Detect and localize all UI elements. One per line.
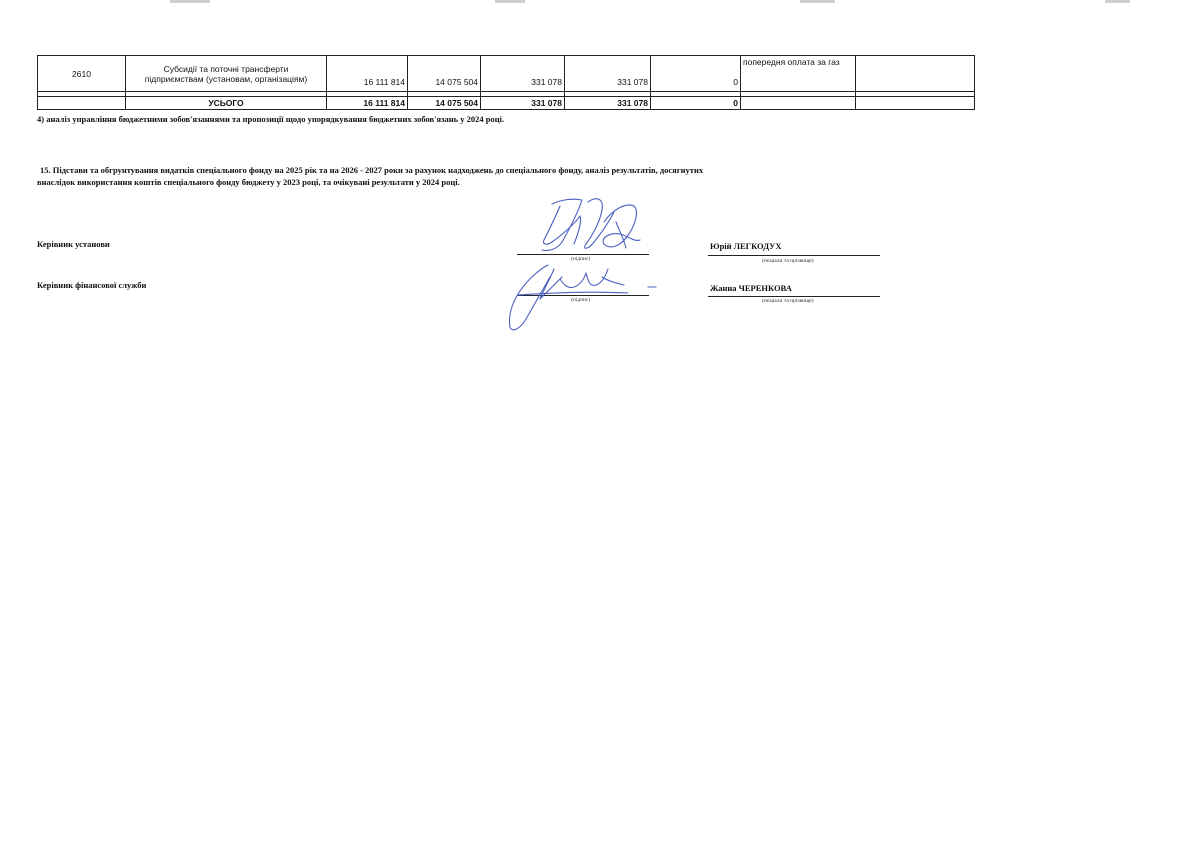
budget-table xyxy=(37,55,975,110)
scan-artifact xyxy=(495,0,525,3)
total-value-1: 16 111 814 xyxy=(327,97,408,110)
cell-empty xyxy=(856,56,975,92)
finance-name-caption: (ініціали та прізвище) xyxy=(762,298,814,304)
cell-value-2: 14 075 504 xyxy=(408,56,481,92)
cell-name-line1: Субсидії та поточні трансферти xyxy=(163,63,289,74)
head-role-label: Керівник установи xyxy=(37,239,110,249)
head-signature-caption: (підпис) xyxy=(571,256,591,262)
cell-value-3: 331 078 xyxy=(481,56,565,92)
finance-signature-caption: (підпис) xyxy=(571,297,591,303)
scan-artifact xyxy=(170,0,210,3)
total-cell-empty xyxy=(856,97,975,110)
finance-name-line xyxy=(708,296,880,297)
section-15-line1: 15. Підстави та обгрунтування видатків спеціального фонду на 2025 рік та на 2026 - 2027 роки за рахунок надходжень до спеціального фонду, аналіз результатів, досягнутих xyxy=(40,165,704,175)
scan-artifact xyxy=(800,0,835,3)
total-cell-note xyxy=(741,97,856,110)
table-row xyxy=(38,56,975,92)
finance-name: Жанна ЧЕРЕНКОВА xyxy=(710,283,792,293)
cell-value-5: 0 xyxy=(651,56,741,92)
head-name: Юрій ЛЕГКОДУХ xyxy=(710,241,782,251)
scan-artifact xyxy=(1105,0,1130,3)
cell-code: 2610 xyxy=(38,56,126,92)
finance-role-label: Керівник фінансової служби xyxy=(37,280,147,290)
total-value-2: 14 075 504 xyxy=(408,97,481,110)
section-15-line2: внаслідок використання коштів спеціального фонду бюджету у 2023 році, та очікувані результати у 2024 році. xyxy=(37,177,460,187)
total-cell-code xyxy=(38,97,126,110)
finance-handwritten-signature xyxy=(498,255,668,337)
head-name-line xyxy=(708,255,880,256)
cell-note: попередня оплата за газ xyxy=(741,56,856,92)
total-label: УСЬОГО xyxy=(126,97,327,110)
section-4-text: 4) аналіз управління бюджетними зобов'язаннями та пропозиції щодо упорядкування бюджетних зобов'язань у 2024 році. xyxy=(37,114,505,124)
cell-name xyxy=(126,56,327,92)
head-name-caption: (ініціали та прізвище) xyxy=(762,258,814,264)
cell-name-line2: підприємствам (установам, організаціям) xyxy=(144,73,308,84)
head-handwritten-signature xyxy=(530,192,655,262)
total-value-4: 331 078 xyxy=(565,97,651,110)
total-value-3: 331 078 xyxy=(481,97,565,110)
total-value-5: 0 xyxy=(651,97,741,110)
table-total-row xyxy=(38,97,975,110)
cell-value-4: 331 078 xyxy=(565,56,651,92)
cell-value-1: 16 111 814 xyxy=(327,56,408,92)
